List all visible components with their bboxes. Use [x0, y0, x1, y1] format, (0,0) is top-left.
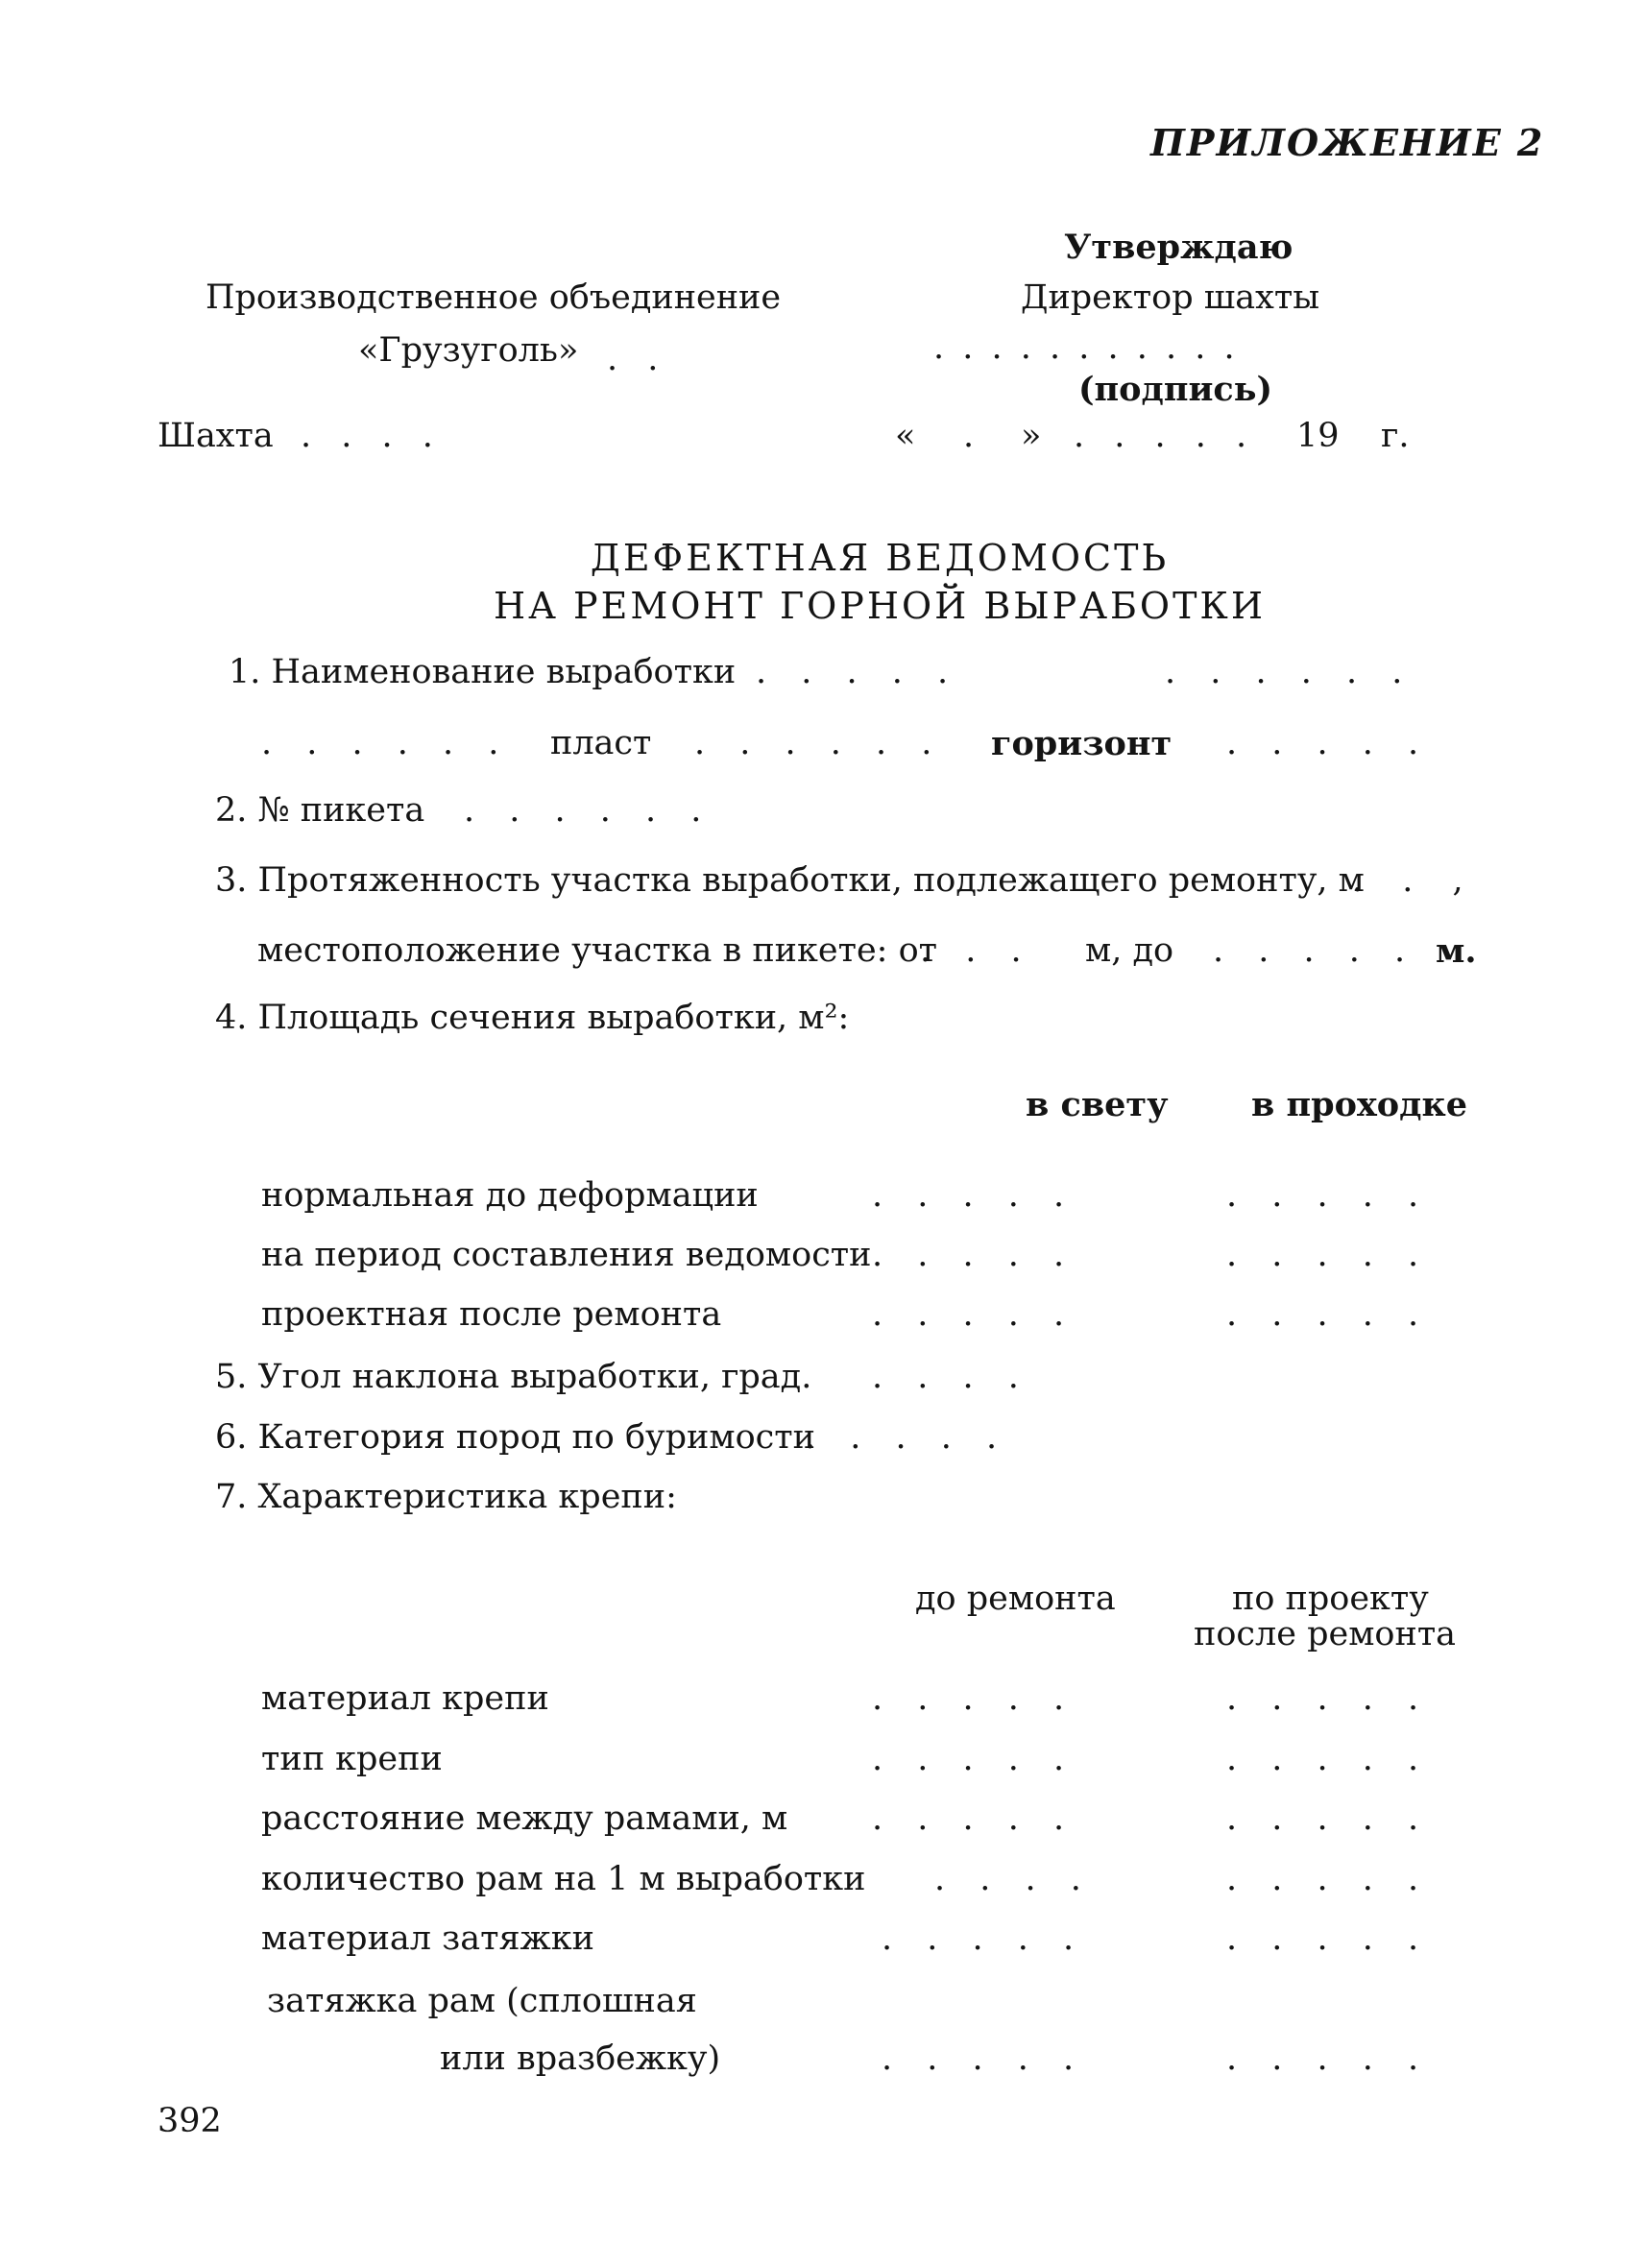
item3b-label: местоположение участка в пикете: от [257, 931, 938, 970]
support-row1-c1: . . . . . [872, 1679, 1065, 1718]
approve-label: Утверждаю [1064, 228, 1293, 267]
item3-label: 3. Протяженность участка выработки, подлежащего ремонту, м [215, 861, 1365, 900]
section-row3-label: проектная после ремонта [261, 1295, 722, 1334]
date-year: 19 [1296, 417, 1340, 455]
item5-label: 5. Угол наклона выработки, град. [215, 1358, 812, 1396]
section-col2-header: в проходке [1251, 1085, 1468, 1124]
support-row1-label: материал крепи [261, 1679, 549, 1718]
mine-dots: . . . . [301, 417, 433, 455]
item3b-dots-b: . . . . . [1213, 931, 1406, 970]
org-line2: «Грузуголь» [358, 331, 579, 370]
section-row2-c2: . . . . . [1226, 1236, 1419, 1274]
support-row2-label: тип крепи [261, 1740, 443, 1778]
item1-label: 1. Наименование выработки [229, 653, 737, 691]
item5-dots: . . . . [872, 1358, 1019, 1396]
section-col1-header: в свету [1026, 1085, 1169, 1124]
date-day-dot: . [963, 417, 975, 455]
signature-label: (подпись) [1078, 370, 1273, 409]
item1-dots-b: . . . . . . [1165, 653, 1403, 691]
support-row3-c1: . . . . . [872, 1799, 1065, 1838]
mine-label: Шахта [157, 417, 274, 455]
support-col1-header: до ремонта [915, 1580, 1116, 1618]
item2-dots: . . . . . . [464, 791, 702, 830]
support-row5-c1: . . . . . [882, 1919, 1075, 1958]
support-row2-c2: . . . . . [1226, 1740, 1419, 1778]
section-row2-c1: . . . . . [872, 1236, 1065, 1274]
item2-label: 2. № пикета [215, 791, 425, 830]
signature-dots: . . . . . . . . . . . [933, 328, 1235, 367]
appendix-label: ПРИЛОЖЕНИЕ 2 [1150, 121, 1545, 164]
section-row3-c1: . . . . . [872, 1295, 1065, 1334]
item3b-mid: м, до [1085, 931, 1174, 970]
support-row6-label: затяжка рам (сплошная [267, 1982, 697, 2020]
director-label: Директор шахты [1021, 278, 1320, 317]
support-row3-label: расстояние между рамами, м [261, 1799, 788, 1838]
date-year-suffix: г. [1381, 417, 1410, 455]
item6-dots: . . . . . [805, 1418, 998, 1457]
item1b-dots-b: . . . . . . [694, 724, 932, 762]
support-row6-c2: . . . . . [1226, 2039, 1419, 2078]
section-row1-label: нормальная до деформации [261, 1176, 759, 1215]
item1b-horizon: горизонт [991, 724, 1173, 763]
item1b-dots-c: . . . . . [1226, 724, 1419, 762]
item6-label: 6. Категория пород по буримости [215, 1418, 815, 1457]
support-row2-c1: . . . . . [872, 1740, 1065, 1778]
section-row3-c2: . . . . . [1226, 1295, 1419, 1334]
support-col2-header-line2: после ремонта [1194, 1615, 1457, 1653]
item1b-plast: пласт [550, 724, 652, 762]
item3b-dots-a: . . . [920, 931, 1022, 970]
support-row5-c2: . . . . . [1226, 1919, 1419, 1958]
support-row1-c2: . . . . . [1226, 1679, 1419, 1718]
org-line1: Производственное объединение [206, 278, 782, 317]
date-open-quote: « [895, 417, 916, 455]
section-row2-label: на период составления ведомости [261, 1236, 872, 1274]
support-row4-label: количество рам на 1 м выработки [261, 1860, 866, 1898]
date-close-quote: » [1021, 417, 1042, 455]
item3-dots: . . , [1352, 861, 1463, 900]
section-row1-c1: . . . . . [872, 1176, 1065, 1215]
support-row4-c2: . . . . . [1226, 1860, 1419, 1898]
section-row1-c2: . . . . . [1226, 1176, 1419, 1215]
title-line2: НА РЕМОНТ ГОРНОЙ ВЫРАБОТКИ [494, 585, 1266, 627]
support-row4-c1: . . . . [934, 1860, 1081, 1898]
title-line1: ДЕФЕКТНАЯ ВЕДОМОСТЬ [590, 537, 1170, 579]
support-row3-c2: . . . . . [1226, 1799, 1419, 1838]
support-col2-header-line1: по проекту [1232, 1580, 1429, 1618]
date-month-dots: . . . . . [1074, 417, 1247, 455]
item7-label: 7. Характеристика крепи: [215, 1478, 677, 1516]
org-line2-dots: . . [607, 340, 659, 378]
support-row6-label2: или вразбежку) [440, 2039, 721, 2078]
item3b-end: м. [1436, 931, 1477, 971]
support-row5-label: материал затяжки [261, 1919, 594, 1958]
support-row6-c1: . . . . . [882, 2039, 1075, 2078]
item1b-dots-a: . . . . . . [261, 724, 499, 762]
page-number: 392 [157, 2102, 222, 2140]
item4-label: 4. Площадь сечения выработки, м²: [215, 999, 850, 1037]
item1-dots-a: . . . . . [756, 653, 949, 691]
